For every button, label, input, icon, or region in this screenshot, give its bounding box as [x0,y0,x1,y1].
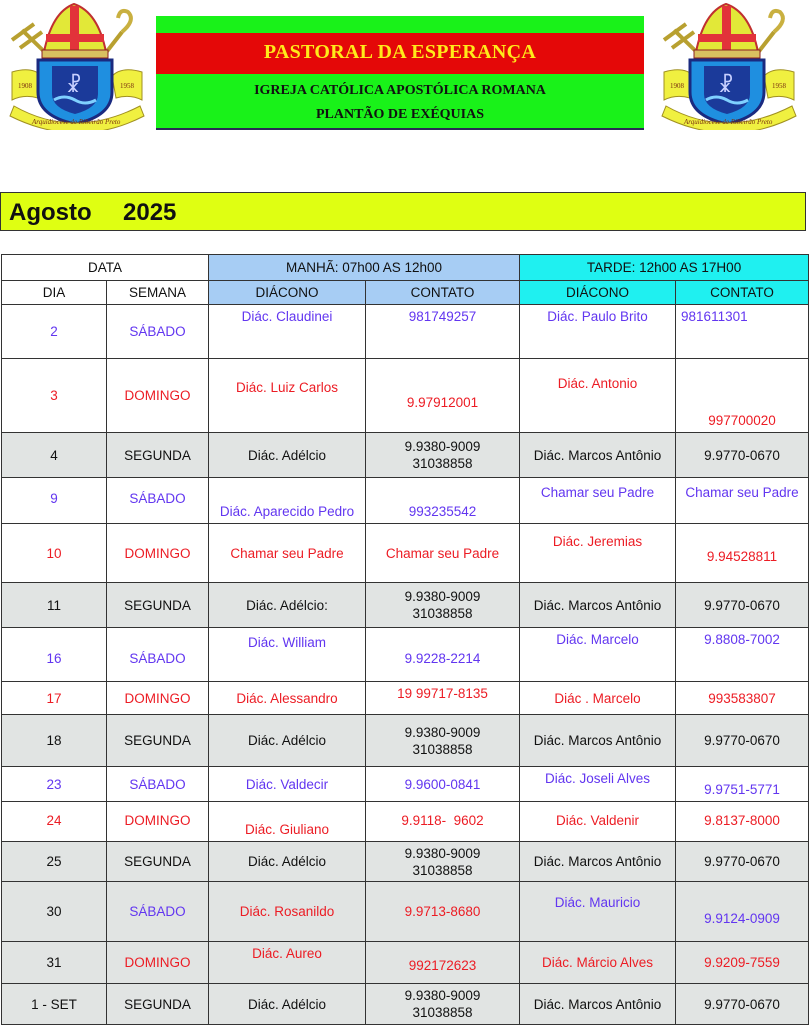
day-cell: 24 [2,802,107,842]
afternoon-contact-cell: 9.8808-7002 [676,628,809,682]
year-label: 2025 [123,199,177,226]
afternoon-contact-cell: 9.9770-0670 [676,583,809,628]
column-header-afternoon-contact: CONTATO [676,281,809,305]
morning-contact-line-2: 31038858 [412,741,473,757]
column-header-day: DIA [2,281,107,305]
morning-contact-line-2: 31038858 [412,606,473,621]
morning-contact-line-2: 31038858 [412,1005,473,1020]
svg-text:Arquidiocese de Ribeirão Preto: Arquidiocese de Ribeirão Preto [684,118,773,126]
group-header-morning: MANHÃ: 07h00 AS 12h00 [209,255,520,281]
afternoon-deacon-cell: Diác. Jeremias [520,524,676,583]
morning-deacon-cell: Diác. Adélcio [209,984,366,1025]
morning-contact-cell: 19 99717-8135 [366,682,520,715]
afternoon-deacon-cell: Diác. Marcos Antônio [520,433,676,478]
morning-contact-cell [366,842,520,882]
weekday-cell: SEGUNDA [107,984,209,1025]
afternoon-contact-cell: 997700020 [676,359,809,433]
table-row [2,359,809,433]
morning-contact-cell: 9.97912001 [366,359,520,433]
day-cell: 17 [2,682,107,715]
afternoon-deacon-cell: Diác. Marcos Antônio [520,842,676,882]
morning-deacon-cell: Diác. Aureo [209,942,366,984]
afternoon-deacon-cell: Chamar seu Padre [520,478,676,524]
morning-contact-line-1: 9.9380-9009 [404,988,481,1003]
morning-deacon-cell: Chamar seu Padre [209,524,366,583]
afternoon-contact-cell: Chamar seu Padre [676,478,809,524]
day-cell: 31 [2,942,107,984]
table-row [2,524,809,583]
day-cell: 25 [2,842,107,882]
afternoon-deacon-cell: Diác. Joseli Alves [520,767,676,802]
morning-deacon-cell: Diác. Giuliano [209,802,366,842]
afternoon-deacon-cell: Diác. Antonio [520,359,676,433]
afternoon-contact-cell: 993583807 [676,682,809,715]
morning-contact-cell [366,984,520,1025]
table-row [2,628,809,682]
header-title: PASTORAL DA ESPERANÇA [263,41,537,63]
day-cell: 4 [2,433,107,478]
morning-contact-cell [366,583,520,628]
day-cell: 1 - SET [2,984,107,1025]
weekday-cell: DOMINGO [107,359,209,433]
weekday-cell: DOMINGO [107,682,209,715]
archdiocese-coat-of-arms-icon [2,2,152,130]
morning-contact-cell: 993235542 [366,478,520,524]
column-header-afternoon-deacon: DIÁCONO [520,281,676,305]
svg-text:1908: 1908 [18,82,32,90]
table-row [2,842,809,882]
month-bar [0,192,806,231]
morning-contact-cell: 9.9600-0841 [366,767,520,802]
afternoon-deacon-cell: Diác. Marcos Antônio [520,984,676,1025]
morning-deacon-cell: Diác. Aparecido Pedro [209,478,366,524]
group-header-row [2,255,809,281]
duty-schedule-table [1,254,809,1025]
column-header-weekday: SEMANA [107,281,209,305]
column-header-morning-deacon: DIÁCONO [209,281,366,305]
morning-deacon-cell: Diác. Rosanildo [209,882,366,942]
afternoon-deacon-cell: Diác . Marcelo [520,682,676,715]
weekday-cell: SEGUNDA [107,715,209,767]
group-header-date: DATA [2,255,209,281]
svg-text:Arquidiocese de Ribeirão Preto: Arquidiocese de Ribeirão Preto [32,118,121,126]
table-row [2,715,809,767]
morning-contact-cell: Chamar seu Padre [366,524,520,583]
column-header-morning-contact: CONTATO [366,281,520,305]
group-header-afternoon: TARDE: 12h00 AS 17H00 [520,255,809,281]
table-row [2,942,809,984]
weekday-cell: SÁBADO [107,767,209,802]
morning-contact-line-2: 31038858 [412,456,473,471]
morning-deacon-cell: Diác. Luiz Carlos [209,359,366,433]
header-subtitle-duty: PLANTÃO DE EXÉQUIAS [315,107,485,122]
morning-contact-cell: 9.9713-8680 [366,882,520,942]
table-row [2,882,809,942]
morning-deacon-cell: Diác. William [209,628,366,682]
day-cell: 2 [2,305,107,359]
day-cell: 30 [2,882,107,942]
weekday-cell: SÁBADO [107,305,209,359]
weekday-cell: SEGUNDA [107,583,209,628]
table-row [2,305,809,359]
morning-contact-cell [366,433,520,478]
afternoon-deacon-cell: Diác. Mauricio [520,882,676,942]
morning-contact-cell: 981749257 [366,305,520,359]
day-cell: 23 [2,767,107,802]
morning-contact-cell: 992172623 [366,942,520,984]
morning-contact-line-2: 31038858 [412,862,473,878]
morning-contact-cell: 9.9228-2214 [366,628,520,682]
svg-text:1908: 1908 [670,82,684,90]
afternoon-deacon-cell: Diác. Marcos Antônio [520,715,676,767]
weekday-cell: DOMINGO [107,942,209,984]
afternoon-deacon-cell: Diác. Marcos Antônio [520,583,676,628]
table-row [2,682,809,715]
morning-deacon-cell: Diác. Adélcio [209,433,366,478]
morning-deacon-cell: Diác. Adélcio [209,715,366,767]
afternoon-contact-cell: 9.9124-0909 [676,882,809,942]
morning-contact-cell [366,715,520,767]
weekday-cell: SÁBADO [107,478,209,524]
svg-text:1958: 1958 [120,82,134,90]
afternoon-contact-cell: 9.94528811 [676,524,809,583]
day-cell: 3 [2,359,107,433]
table-row [2,583,809,628]
afternoon-deacon-cell: Diác. Marcelo [520,628,676,682]
table-row [2,433,809,478]
header-subtitle-church: IGREJA CATÓLICA APOSTÓLICA ROMANA [254,83,546,98]
weekday-cell: DOMINGO [107,802,209,842]
afternoon-contact-cell: 9.9751-5771 [676,767,809,802]
morning-deacon-cell: Diác. Adélcio: [209,583,366,628]
crest-left [2,2,152,130]
svg-text:☧: ☧ [718,73,734,97]
morning-contact-line-1: 9.9380-9009 [404,589,481,604]
afternoon-contact-cell: 9.9770-0670 [676,433,809,478]
day-cell: 11 [2,583,107,628]
crest-right [654,2,804,130]
month-label: Agosto [9,199,92,226]
weekday-cell: SÁBADO [107,882,209,942]
morning-contact-cell: 9.9118- 9602 [366,802,520,842]
day-cell: 16 [2,628,107,682]
svg-text:1958: 1958 [772,82,786,90]
archdiocese-coat-of-arms-icon [654,2,804,130]
weekday-cell: DOMINGO [107,524,209,583]
table-row [2,984,809,1025]
morning-contact-line-1: 9.9380-9009 [404,439,481,454]
morning-deacon-cell: Diác. Adélcio [209,842,366,882]
svg-text:☧: ☧ [66,73,82,97]
morning-contact-line-1: 9.9380-9009 [404,845,481,861]
afternoon-contact-cell: 9.9770-0670 [676,842,809,882]
afternoon-contact-cell: 9.9209-7559 [676,942,809,984]
afternoon-contact-cell: 981611301 [676,305,809,359]
afternoon-deacon-cell: Diác. Valdenir [520,802,676,842]
weekday-cell: SÁBADO [107,628,209,682]
afternoon-deacon-cell: Diác. Márcio Alves [520,942,676,984]
table-row [2,802,809,842]
afternoon-deacon-cell: Diác. Paulo Brito [520,305,676,359]
weekday-cell: SEGUNDA [107,842,209,882]
afternoon-contact-cell: 9.8137-8000 [676,802,809,842]
table-row [2,767,809,802]
morning-deacon-cell: Diác. Alessandro [209,682,366,715]
day-cell: 18 [2,715,107,767]
afternoon-contact-cell: 9.9770-0670 [676,984,809,1025]
afternoon-contact-cell: 9.9770-0670 [676,715,809,767]
header-banner [156,16,644,130]
morning-deacon-cell: Diác. Claudinei [209,305,366,359]
weekday-cell: SEGUNDA [107,433,209,478]
morning-contact-line-1: 9.9380-9009 [404,724,481,740]
day-cell: 9 [2,478,107,524]
table-row [2,478,809,524]
column-header-row [2,281,809,305]
morning-deacon-cell: Diác. Valdecir [209,767,366,802]
day-cell: 10 [2,524,107,583]
